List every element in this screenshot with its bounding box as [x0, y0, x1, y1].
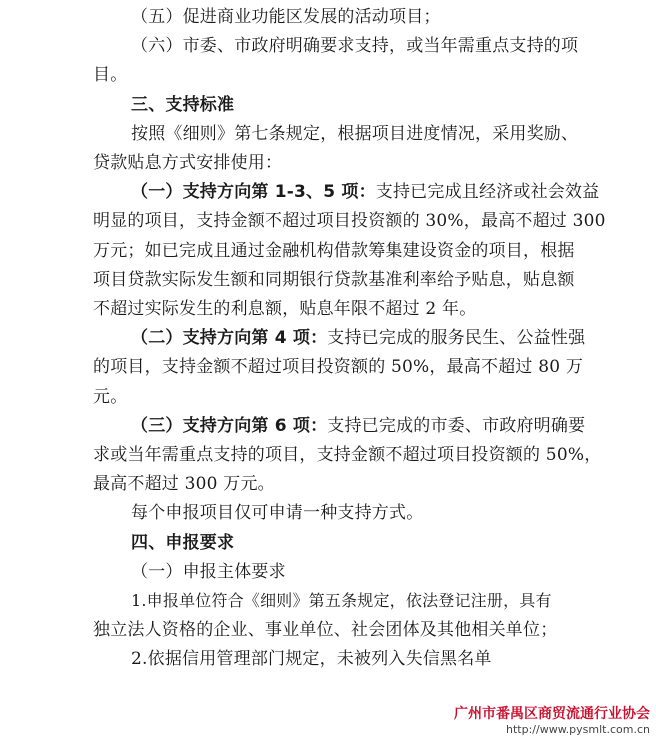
paragraph-line: 的项目，支持金额不超过项目投资额的 50%，最高不超过 80 万	[93, 357, 584, 377]
section-heading-support-standard: 三、支持标准	[131, 95, 235, 115]
support-item-three-text: 支持已完成的市委、市政府明确要	[327, 416, 586, 436]
requirement-one-continued: 独立法人资格的企业、事业单位、社会团体及其他相关单位；	[93, 620, 558, 640]
item-six: （六）市委、市政府明确要求支持，或当年需重点支持的项	[131, 36, 579, 56]
watermark-org: 广州市番禺区商贸流通行业协会	[454, 706, 650, 722]
item-five: （五）促进商业功能区发展的活动项目；	[131, 7, 441, 27]
support-item-two-label: （二）支持方向第 4 项：	[131, 328, 328, 348]
support-item-three-label: （三）支持方向第 6 项：	[131, 416, 328, 436]
support-item-one-text: 支持已完成且经济或社会效益	[375, 182, 600, 202]
support-item-two-text: 支持已完成的服务民生、公益性强	[327, 328, 586, 348]
support-item-three	[131, 415, 585, 437]
watermark	[454, 705, 650, 737]
support-item-one-label: （一）支持方向第 1-3、5 项：	[131, 182, 376, 202]
paragraph-line: 最高不超过 300 万元。	[93, 474, 275, 494]
watermark-url: http://www.pysmlt.com.cn	[506, 723, 650, 736]
support-item-two	[131, 327, 585, 349]
section-heading-application-requirements: 四、申报要求	[131, 533, 235, 553]
requirement-one: 1.申报单位符合《细则》第五条规定，依法登记注册，具有	[131, 591, 552, 610]
paragraph-line: 求或当年需重点支持的项目，支持金额不超过项目投资额的 50%，	[93, 445, 602, 465]
paragraph-line: 每个申报项目仅可申请一种支持方式。	[131, 503, 424, 523]
paragraph-line: 明显的项目，支持金额不超过项目投资额的 30%，最高不超过 300	[93, 211, 606, 231]
requirement-two: 2.依据信用管理部门规定，未被列入失信黑名单	[131, 649, 492, 669]
support-item-one	[131, 181, 599, 203]
paragraph-line: 项目贷款实际发生额和同期银行贷款基准利率给予贴息，贴息额	[93, 270, 575, 290]
paragraph-line: 贷款贴息方式安排使用：	[93, 153, 283, 173]
subheading-applicant-requirements: （一）申报主体要求	[131, 562, 286, 582]
paragraph-line: 按照《细则》第七条规定，根据项目进度情况，采用奖励、	[131, 124, 579, 144]
paragraph-line: 不超过实际发生的利息额，贴息年限不超过 2 年。	[93, 299, 477, 319]
paragraph-line: 元。	[93, 387, 128, 407]
paragraph-line: 万元；如已完成且通过金融机构借款筹集建设资金的项目，根据	[93, 241, 575, 261]
item-six-continued: 目。	[93, 65, 128, 85]
